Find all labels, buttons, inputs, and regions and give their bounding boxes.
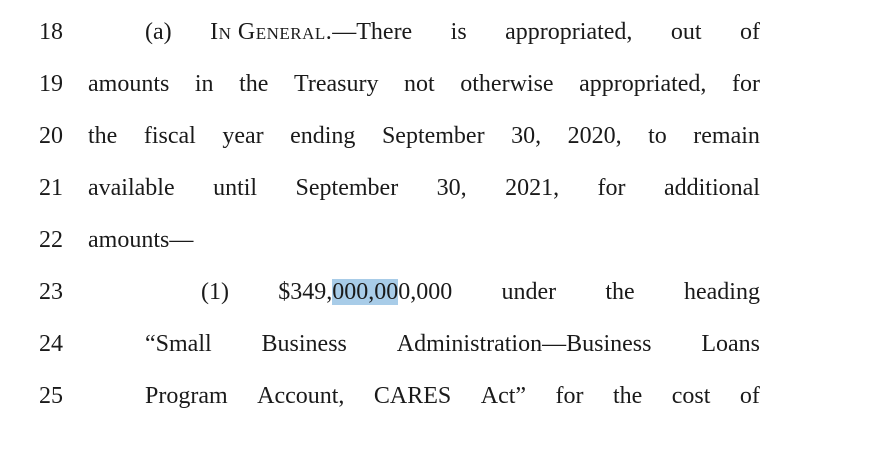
word: amounts xyxy=(88,71,170,97)
line-text xyxy=(88,64,760,104)
word: September xyxy=(295,175,399,201)
line-number: 18 xyxy=(39,19,63,45)
text-line-25 xyxy=(0,376,873,416)
text-line-20 xyxy=(0,116,873,156)
word: under xyxy=(501,279,557,305)
word: of xyxy=(740,19,760,45)
paragraph-label: (a) xyxy=(145,19,172,45)
line-text xyxy=(145,12,760,52)
paragraph-label: (1) xyxy=(201,279,229,305)
line-number: 20 xyxy=(39,123,63,149)
word: for xyxy=(731,71,760,97)
text-line-24 xyxy=(0,324,873,364)
word: available xyxy=(88,175,175,201)
word: not xyxy=(404,71,435,97)
text-line-18 xyxy=(0,12,873,52)
word: Act” xyxy=(480,383,527,409)
word: CARES xyxy=(373,383,452,409)
text-line-19 xyxy=(0,64,873,104)
word: 30, xyxy=(511,123,542,149)
word: Administration—Business xyxy=(396,331,652,357)
amount-part: 0,000 xyxy=(398,279,453,305)
word: the xyxy=(88,123,118,149)
line-text xyxy=(145,324,760,364)
word: Loans xyxy=(701,331,760,357)
dollar-amount[interactable] xyxy=(278,272,452,312)
line-text xyxy=(88,220,193,260)
word: Program xyxy=(145,383,228,409)
word: the xyxy=(605,279,635,305)
line-number: 23 xyxy=(39,279,63,305)
word: 30, xyxy=(436,175,467,201)
word: remain xyxy=(693,123,760,149)
word: cost xyxy=(671,383,711,409)
heading-small-caps: In General. xyxy=(210,19,333,45)
line-number: 21 xyxy=(39,175,63,201)
line-text xyxy=(201,272,760,312)
line-text xyxy=(88,168,760,208)
word: Treasury xyxy=(294,71,379,97)
word: additional xyxy=(663,175,760,201)
word: Account, xyxy=(257,383,345,409)
selected-text-highlight[interactable]: 000,00 xyxy=(332,279,399,305)
word: 2020, xyxy=(567,123,622,149)
line-text xyxy=(145,376,760,416)
word: September xyxy=(381,123,485,149)
word: is xyxy=(450,19,467,45)
word: the xyxy=(239,71,269,97)
text-line-23 xyxy=(0,272,873,312)
word: “Small xyxy=(145,331,212,357)
word: to xyxy=(648,123,667,149)
line-number: 22 xyxy=(39,227,63,253)
word: until xyxy=(213,175,258,201)
word: Business xyxy=(261,331,347,357)
text-line-22 xyxy=(0,220,873,260)
word: in xyxy=(194,71,214,97)
word: fiscal xyxy=(143,123,196,149)
word: the xyxy=(612,383,643,409)
word: for xyxy=(597,175,626,201)
word: year xyxy=(222,123,264,149)
word: for xyxy=(555,383,584,409)
word: otherwise xyxy=(460,71,554,97)
line-text xyxy=(88,116,760,156)
word: appropriated, xyxy=(505,19,633,45)
heading-dash-word: —There xyxy=(332,19,413,45)
line-number: 19 xyxy=(39,71,63,97)
word: of xyxy=(739,383,760,409)
word: amounts— xyxy=(88,227,194,253)
section-heading xyxy=(210,12,412,52)
word: appropriated, xyxy=(579,71,707,97)
line-number: 24 xyxy=(39,331,63,357)
amount-part: $349, xyxy=(278,279,333,305)
word: ending xyxy=(290,123,356,149)
text-line-21 xyxy=(0,168,873,208)
word: heading xyxy=(683,279,760,305)
word: out xyxy=(670,19,702,45)
word: 2021, xyxy=(505,175,560,201)
line-number: 25 xyxy=(39,383,63,409)
